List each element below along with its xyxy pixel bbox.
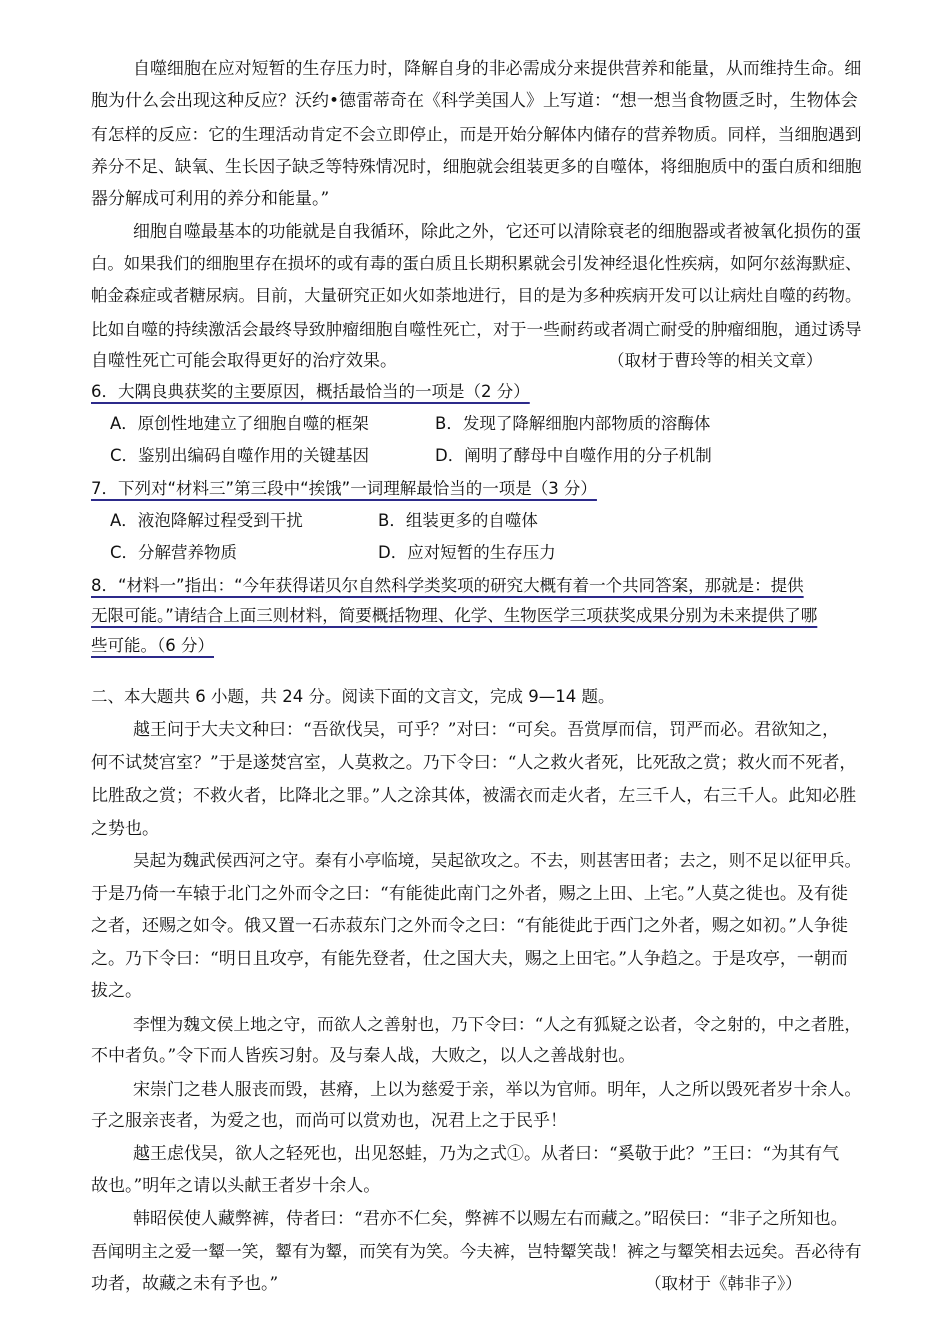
passage-line: 胞为什么会出现这种反应？沃约•德雷蒂奇在《科学美国人》上写道：“想一想当食物匮乏时，生物体会 [91,91,858,111]
q7-option-d: D．应对短暂的生存压力 [378,543,556,562]
classical-line: 韩昭侯使人藏弊裤，侍者曰：“君亦不仁矣，弊裤不以赐左右而藏之。”昭侯曰：“非子之所知也。 [133,1209,848,1229]
q6-option-d: D．阐明了酵母中自噬作用的分子机制 [435,446,712,465]
classical-line: 拔之。 [91,981,142,1001]
classical-line: 越王问于大夫文种曰：“吾欲伐吴，可乎？”对曰：“可矣。吾赏厚而信，罚严而必。君欲知之， [133,720,840,740]
classical-line: 李悝为魏文侯上地之守，而欲人之善射也，乃下令曰：“人之有狐疑之讼者，令之射的，中之者胜， [133,1014,862,1034]
passage-line: 自噬性死亡可能会取得更好的治疗效果。 [91,351,397,371]
section-2-heading: 二、本大题共 6 小题，共 24 分。阅读下面的文言文，完成 9—14 题。 [91,687,615,706]
classical-line: 越王虑伐吴，欲人之轻死也，出见怒蛙，乃为之式①。从者曰：“奚敬于此？”王曰：“为其有气 [133,1144,840,1164]
classical-line: 之者，还赐之如令。俄又置一石赤菽东门之外而令之曰：“有能徙此于西门之外者，赐之如初。”人争徙 [91,916,848,936]
classical-line: 宋崇门之巷人服丧而毁，甚瘠，上以为慈爱于亲，举以为官师。明年，人之所以毁死者岁十余人。 [133,1079,862,1099]
q6-option-b: B．发现了降解细胞内部物质的溶酶体 [435,414,711,433]
passage-line: 自噬细胞在应对短暂的生存压力时，降解自身的非必需成分来提供营养和能量，从而维持生命。细 [133,58,862,78]
classical-line: 何不试焚宫室？”于是遂焚宫室，人莫救之。乃下令曰：“人之救火者死，比死敌之赏；救火而不死者， [91,753,857,773]
classical-line: 吴起为魏武侯西河之守。秦有小亭临境，吴起欲攻之。不去，则甚害田者；去之，则不足以征甲兵。 [133,851,862,870]
question-8-line: 些可能。（6 分） [91,636,214,655]
passage-line: 有怎样的反应：它的生理活动肯定不会立即停止，而是开始分解体内储存的营养物质。同样，当细胞遇到 [91,124,862,144]
q7-option-a: A．液泡降解过程受到干扰 [110,511,303,530]
question-8-line: 8．“材料一”指出：“今年获得诺贝尔自然科学类奖项的研究大概有着一个共同答案，那就是：提供 [91,576,804,595]
source-citation: （取材于《韩非子》） [645,1274,802,1293]
q7-option-b: B．组装更多的自噬体 [378,511,538,530]
passage-line: 器分解成可利用的养分和能量。” [91,189,330,209]
passage-line: 细胞自噬最基本的功能就是自我循环，除此之外，它还可以清除衰老的细胞器或者被氧化损伤的蛋 [133,221,862,241]
passage-line: 比如自噬的持续激活会最终导致肿瘤细胞自噬性死亡，对于一些耐药或者凋亡耐受的肿瘤细胞，通过诱导 [91,319,862,339]
passage-line: 帕金森症或者糖尿病。目前，大量研究正如火如荼地进行，目的是为多种疾病开发可以让病灶自噬的药物。 [91,286,862,305]
question-8-line: 无限可能。”请结合上面三则材料，简要概括物理、化学、生物医学三项获奖成果分别为未来提供了哪 [91,606,818,625]
classical-line: 不中者负。”令下而人皆疾习射。及与秦人战，大败之，以人之善战射也。 [91,1046,636,1066]
question-7-stem: 7．下列对“材料三”第三段中“挨饿”一词理解最恰当的一项是（3 分） [91,479,597,498]
classical-line: 功者，故藏之未有予也。” [91,1274,279,1294]
passage-line: 白。如果我们的细胞里存在损坏的或有毒的蛋白质且长期积累就会引发神经退化性疾病，如阿尔兹海默症、 [91,254,862,273]
q6-option-a: A．原创性地建立了细胞自噬的框架 [110,414,369,433]
classical-line: 子之服亲丧者，为爱之也，而尚可以赏劝也，况君上之于民乎！ [91,1111,567,1131]
classical-line: 比胜敌之赏；不救火者，比降北之罪。”人之涂其体，被濡衣而走火者，左三千人，右三千人。此知必胜 [91,786,857,806]
question-6-stem: 6．大隅良典获奖的主要原因，概括最恰当的一项是（2 分） [91,382,530,401]
classical-line: 之。乃下令曰：“明日且攻亭，有能先登者，仕之国大夫，赐之上田宅。”人争趋之。于是攻亭，一朝而 [91,949,848,969]
classical-line: 之势也。 [91,819,159,839]
classical-line: 故也。”明年之请以头献王者岁十余人。 [91,1176,381,1196]
classical-line: 吾闻明主之爱一颦一笑，颦有为颦，而笑有为笑。今夫裤，岂特颦笑哉！裤之与颦笑相去远矣。吾必待有 [91,1241,862,1261]
source-citation: （取材于曹玲等的相关文章） [608,351,823,370]
passage-line: 养分不足、缺氧、生长因子缺乏等特殊情况时，细胞就会组装更多的自噬体，将细胞质中的蛋白质和细胞 [91,156,862,176]
classical-line: 于是乃倚一车辕于北门之外而令之曰：“有能徙此南门之外者，赐之上田、上宅。”人莫之徙也。及有徙 [91,884,848,904]
q7-option-c: C．分解营养物质 [110,543,238,562]
q6-option-c: C．鉴别出编码自噬作用的关键基因 [110,446,370,465]
